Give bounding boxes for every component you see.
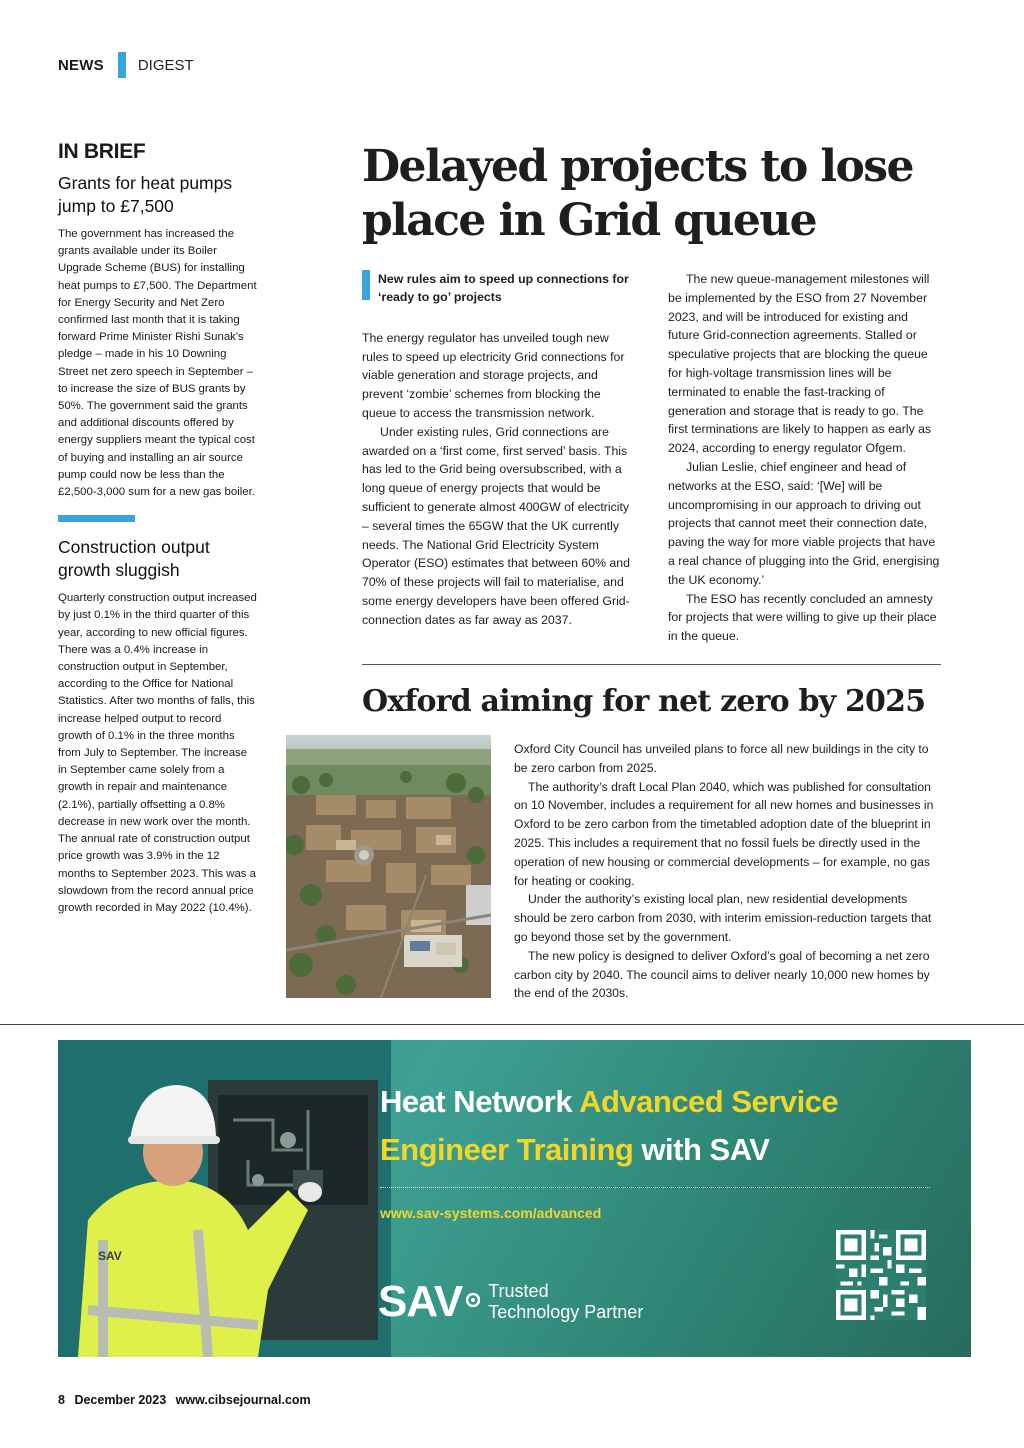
advert-title-part2: with SAV [633, 1132, 770, 1167]
section-label: NEWS [58, 56, 104, 74]
advert-url-link[interactable]: www.sav-systems.com/advanced [380, 1205, 602, 1221]
website: www.cibsejournal.com [175, 1393, 311, 1407]
engineer-photo [58, 1040, 391, 1357]
article-paragraph: The new policy is designed to deliver Oxford’s goal of becoming a net zero carbon city by 2040. The council aims to deliver nearly 10,000 new homes by the end of the 2030s. [514, 948, 930, 1001]
jacket-logo: SAV [98, 1249, 122, 1263]
advert-title [380, 1078, 950, 1174]
advert-title-highlight: Advanced Service Engineer Training [380, 1084, 839, 1167]
article-paragraph: Oxford City Council has unveiled plans to force all new buildings in the city to be zero carbon from 2025. [514, 742, 929, 775]
sav-tagline [488, 1281, 643, 1323]
standfirst-text: New rules aim to speed up connections for ‘ready to go’ projects [378, 272, 629, 305]
page-number: 8 [58, 1393, 65, 1407]
standfirst-bar [362, 270, 370, 300]
qr-code-icon[interactable] [836, 1230, 926, 1320]
article-paragraph: The new queue-management milestones will be implemented by the ESO from 27 November 2023, and will be introduced for existing and future Grid-connection agreements. Stalled or speculative projects that are blocking the queue for high-voltage transmission lines will be terminated to enable the fast-tracking of generation and storage that is ready to go. The first terminations are likely to happen as early as 2024, according to energy regulator Ofgem. [668, 272, 932, 456]
article-column-2 [668, 270, 942, 646]
brief-body: The government has increased the grants available under its Boiler Upgrade Scheme (BUS) for installing heat pumps to £7,500. The Department for Energy Security and Net Zero confirmed last month that it is taking forward Prime Minister Rishi Sunak's pledge – made in his 10 Downing Street net zero speech in September – to increase the size of BUS grants by 50%. The government said the grants and additional discounts offered by energy suppliers meant the typical cost of buying and installing an air source pump could now be less than the £2,500-3,000 sum for a new gas boiler. [58, 228, 257, 499]
oxford-aerial-photo [286, 735, 491, 998]
sav-advert[interactable] [58, 1040, 971, 1357]
second-article-headline: Oxford aiming for net zero by 2025 [362, 684, 926, 719]
brief-divider [58, 515, 135, 522]
section-header [58, 52, 194, 78]
article-paragraph: Under the authority’s existing local plan, new residential developments should be zero carbon from 2030, with interim emission-reduction targets that go beyond those set by the government. [514, 892, 932, 944]
article-paragraph: Julian Leslie, chief engineer and head of networks at the ESO, said: ‘[We] will be uncompromising in our approach to driving out projects that cannot meet their connection date, paving the way for more viable projects that have a real chance of plugging into the Grid, energising the UK economy.’ [668, 459, 940, 587]
brief-title: Grants for heat pumps jump to £7,500 [58, 173, 233, 216]
advert-dotted-divider [380, 1187, 930, 1188]
page-footer [58, 1393, 317, 1407]
second-article-body [514, 740, 942, 1003]
article-headline: Delayed projects to lose place in Grid queue [362, 141, 913, 246]
article-divider [362, 664, 941, 665]
lead-article [362, 140, 942, 646]
brief-title: Construction output growth sluggish [58, 537, 210, 581]
issue-date: December 2023 [74, 1393, 167, 1407]
article-paragraph: The ESO has recently concluded an amnesty for projects that were willing to give up their place in the queue. [668, 591, 937, 644]
standfirst [362, 270, 636, 307]
sav-logo-text: SAV [378, 1277, 463, 1326]
in-brief-sidebar [58, 140, 258, 917]
section-divider [118, 52, 126, 78]
brief-body: Quarterly construction output increased by just 0.1% in the third quarter of this year, according to new official figures. There was a 0.4% increase in construction output in September, according to the Office for National Statistics. After two months of falls, this increase helped output to record growth of 0.1% in the three months from July to September. The increase in September came solely from a growth in repair and maintenance (2.1%), partially offsetting a 0.8% decrease in new work over the month. The annual rate of construction output price growth was 3.9% in the 12 months to September 2023. This was a slowdown from the record annual price growth recorded in May 2022 (10.4%). [58, 592, 257, 914]
page-divider [0, 1024, 1024, 1025]
sav-logo [378, 1277, 644, 1326]
sav-logo-mark-icon [466, 1293, 480, 1312]
sav-tagline-line1: Trusted [488, 1281, 549, 1301]
article-paragraph: The authority’s draft Local Plan 2040, which was published for consultation on 10 November, includes a requirement for all new homes and businesses in Oxford to be zero carbon from the timetabled adoption date of the blueprint in 2025. This includes a requirement that no fossil fuels be directly used in the operation of new housing or commercial developments – for example, no gas for heating or cooking. [514, 779, 934, 888]
article-paragraph: The energy regulator has unveiled tough new rules to speed up electricity Grid connections for viable generation and storage projects, and prevent ‘zombie’ schemes from blocking the queue to access the transmission network. [362, 330, 625, 420]
sav-tagline-line2: Technology Partner [488, 1302, 644, 1322]
in-brief-heading: IN BRIEF [58, 140, 146, 163]
article-paragraph: Under existing rules, Grid connections are awarded on a ‘first come, first served’ basis. This has led to the Grid being oversubscribed, with a long queue of energy projects that would be sufficient to generate almost 400GW of electricity – several times the 65GW that the UK currently needs. The National Grid Electricity System Operator (ESO) estimates that between 60% and 70% of these projects will fail to materialise, and some energy developers have been offered Grid-connection dates as far away as 2037. [362, 424, 630, 627]
advert-title-part1: Heat Network [380, 1084, 580, 1119]
subsection-label: DIGEST [137, 56, 194, 74]
article-column-1 [362, 270, 636, 646]
